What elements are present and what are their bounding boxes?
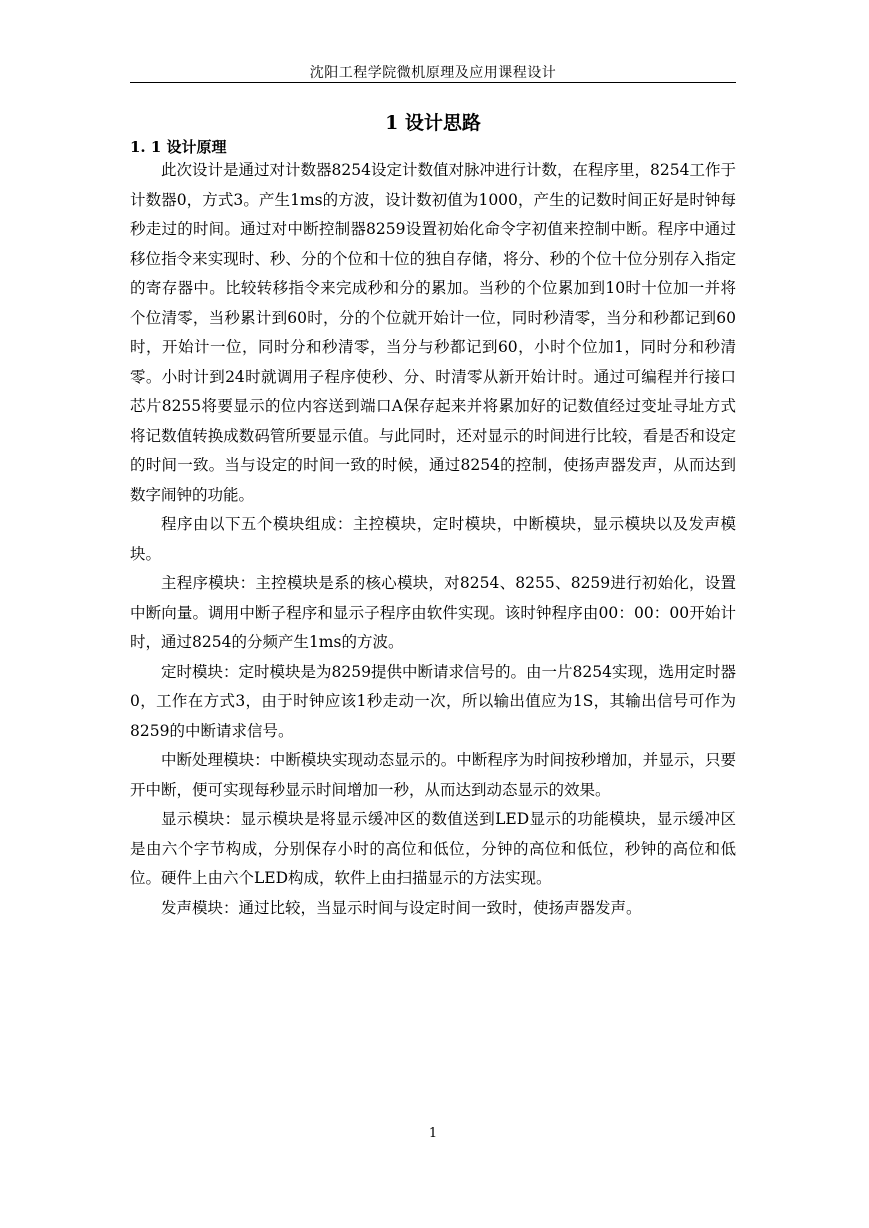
body-text xyxy=(130,156,736,923)
section-title: 1. 1 设计原理 xyxy=(130,138,227,156)
paragraph-module-overview: 程序由以下五个模块组成：主控模块，定时模块，中断模块，显示模块以及发声模块。 xyxy=(130,515,736,563)
paragraph-interrupt-module: 中断处理模块：中断模块实现动态显示的。中断程序为时间按秒增加，并显示，只要开中断，便可实现每秒显示时间增加一秒，从而达到动态显示的效果。 xyxy=(130,751,736,799)
page-number: 1 xyxy=(428,1126,438,1141)
paragraph-main-module: 主程序模块：主控模块是系的核心模块，对8254、8255、8259进行初始化，设置中断向量。调用中断子程序和显示子程序由软件实现。该时钟程序由00：00：00开始计时，通过8254的分频产生1ms的方波。 xyxy=(130,574,736,651)
chapter-title: 1 设计思路 xyxy=(385,112,481,134)
paragraph-timer-module: 定时模块：定时模块是为8259提供中断请求信号的。由一片8254实现，选用定时器0，工作在方式3，由于时钟应该1秒走动一次，所以输出值应为1S，其输出信号可作为8259的中断请求信号。 xyxy=(130,662,736,740)
paragraph-display-module: 显示模块：显示模块是将显示缓冲区的数值送到LED显示的功能模块，显示缓冲区是由六个字节构成，分别保存小时的高位和低位，分钟的高位和低位，秒钟的高位和低位。硬件上由六个LED构成，软件上由扫描显示的方法实现。 xyxy=(130,810,736,887)
header-rule xyxy=(130,82,736,83)
paragraph-design-principle: 此次设计是通过对计数器8254设定计数值对脉冲进行计数，在程序里，8254工作于计数器0，方式3。产生1ms的方波，设计数初值为1000，产生的记数时间正好是时钟每秒走过的时间。通过对中断控制器8259设置初始化命令字初值来控制中断。程序中通过移位指令来实现时、秒、分的个位和十位的独自存储，将分、秒的个位十位分别存入指定的寄存器中。比较转移指令来完成秒和分的累加。当秒的个位累加到10时十位加一并将个位清零，当秒累计到60时，分的个位就开始计一位，同时秒清零，当分和秒都记到60时，开始计一位，同时分和秒清零，当分与秒都记到60，小时个位加1，同时分和秒清零。小时计到24时就调用子程序使秒、分、时清零从新开始计时。通过可编程并行接口芯片8255将要显示的位内容送到端口A保存起来并将累加好的记数值经过变址寻址方式将记数值转换成数码管所要显示值。与此同时，还对显示的时间进行比较，看是否和设定的时间一致。当与设定的时间一致的时候，通过8254的控制，使扬声器发声，从而达到数字闹钟的功能。 xyxy=(130,161,736,504)
page-header: 沈阳工程学院微机原理及应用课程设计 xyxy=(309,65,557,81)
paragraph-sound-module: 发声模块：通过比较，当显示时间与设定时间一致时，使扬声器发声。 xyxy=(161,898,642,917)
